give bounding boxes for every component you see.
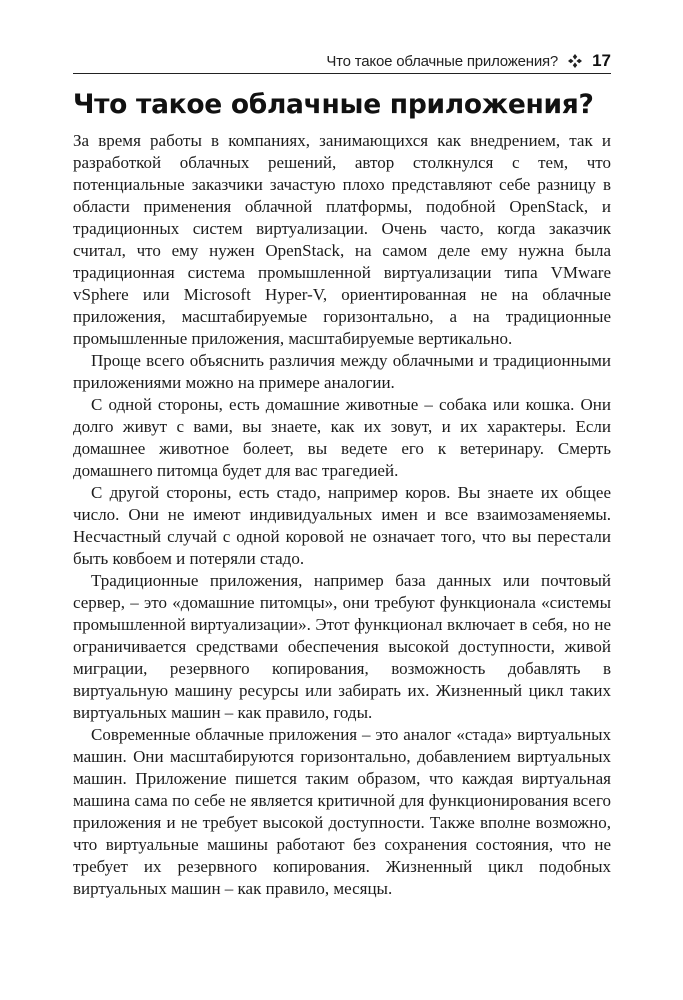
paragraph: С одной стороны, есть домашние животные – собака или кошка. Они долго живут с вами, вы знаете, как их зовут, и их характеры. Если домашнее животное болеет, вы ведете его к ветеринару. Смерть домашнего питомца будет для вас трагедией. <box>73 395 611 480</box>
page-number: 17 <box>592 51 611 70</box>
body-text <box>73 130 611 900</box>
section-heading: Что такое облачные приложения? <box>73 89 594 120</box>
paragraph: Проще всего объяснить различия между облачными и традиционными приложениями можно на примере аналогии. <box>73 351 611 392</box>
paragraph: За время работы в компаниях, занимающихся как внедрением, так и разработкой облачных решений, автор столкнулся с тем, что потенциальные заказчики зачастую плохо представляют себе разницу в области применения облачной платформы, подобной OpenStack, и традиционных систем виртуализации. Очень часто, когда заказчик считал, что ему нужен OpenStack, на самом деле ему нужна была традиционная система промышленной виртуализации типа VMware vSphere или Microsoft Hyper-V, ориентированная не на облачные приложения, масштабируемые горизонтально, а на традиционные промышленные приложения, масштабируемые вертикально. <box>73 131 611 348</box>
paragraph: Современные облачные приложения – это аналог «стада» виртуальных машин. Они масштабируются горизонтально, добавлением виртуальных машин. Приложение пишется таким образом, что каждая виртуальная машина сама по себе не является критичной для функционирования всего приложения и не требует высокой доступности. Также вполне возможно, что виртуальные машины работают без сохранения состояния, что не требует их резервного копирования. Жизненный цикл подобных виртуальных машин – как правило, месяцы. <box>73 725 611 898</box>
running-header <box>73 49 611 74</box>
running-header-title: Что такое облачные приложения? <box>326 52 559 70</box>
four-diamond-ornament-icon <box>568 54 582 68</box>
paragraph: С другой стороны, есть стадо, например коров. Вы знаете их общее число. Они не имеют индивидуальных имен и все взаимозаменяемы. Несчастный случай с одной коровой не означает того, что вы перестали быть ковбоем и потеряли стадо. <box>73 483 611 568</box>
paragraph: Традиционные приложения, например база данных или почтовый сервер, – это «домашние питомцы», они требуют функционала «системы промышленной виртуализации». Этот функционал включает в себя, но не ограничивается средствами обеспечения высокой доступности, живой миграции, резервного копирования, возможность добавлять в виртуальную машину ресурсы или забирать их. Жизненный цикл таких виртуальных машин – как правило, годы. <box>73 571 611 722</box>
